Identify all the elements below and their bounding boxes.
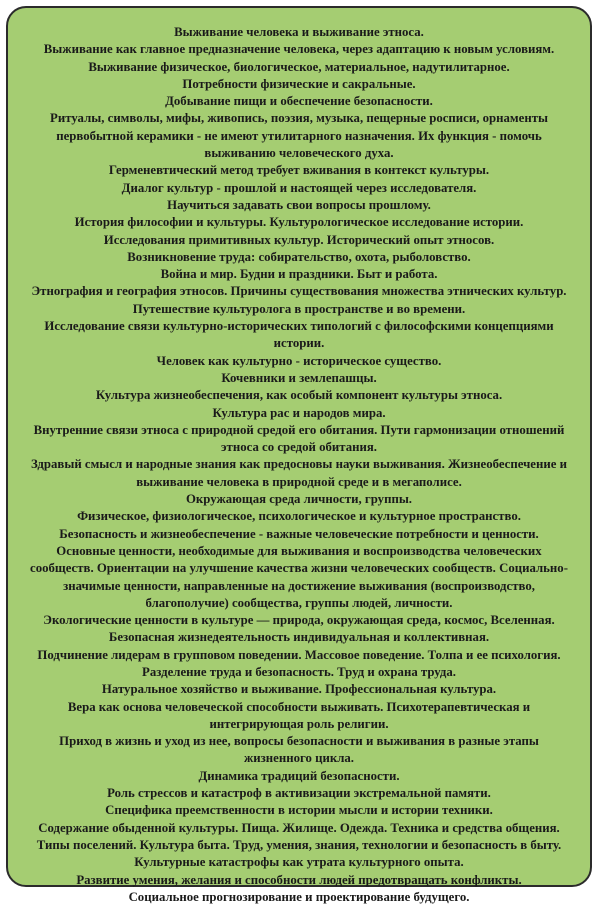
text-line: Развитие умения, желания и способности людей предотвращать конфликты.: [76, 872, 522, 887]
text-line: Выживание физическое, биологическое, материальное, надутилитарное.: [88, 59, 510, 74]
text-line: Социальное прогнозирование и проектирование будущего.: [128, 889, 470, 904]
text-line: Культура рас и народов мира.: [212, 405, 386, 420]
text-line: значимые ценности, направленные на достижение выживания (воспроизводство,: [63, 578, 535, 593]
text-line: Ритуалы, символы, мифы, живопись, поэзия, музыка, пещерные росписи, орнаменты: [50, 111, 548, 126]
text-line: первобытной керамики - не имеют утилитарного назначения. Их функция - помочь: [56, 128, 542, 143]
text-line: интегрирующая роль религии.: [209, 716, 389, 731]
text-line: выживание человека в природной среде и в мегаполисе.: [136, 474, 462, 489]
text-line: Герменевтический метод требует вживания в контекст культуры.: [108, 163, 490, 178]
text-line: Выживание человека и выживание этноса.: [174, 25, 424, 39]
text-panel: [6, 6, 592, 904]
text-line: Специфика преемственности в истории мысли и истории техники.: [105, 803, 493, 818]
text-line: Добывание пищи и обеспечение безопасности.: [165, 94, 433, 109]
text-line: Этнография и география этносов. Причины существования множества этнических культур.: [31, 284, 567, 299]
text-line: Потребности физические и сакральные.: [182, 76, 416, 91]
text-line: Содержание обыденной культуры. Пища. Жилище. Одежда. Техника и средства общения.: [38, 820, 560, 835]
text-line: сообществ. Ориентации на улучшение качества жизни человеческих сообществ. Социально-: [30, 561, 568, 576]
text-line: Безопасность и жизнеобеспечение - важные человеческие потребности и ценности.: [59, 526, 539, 541]
text-line: этноса со средой обитания.: [221, 440, 377, 455]
text-line: Выживание как главное предназначение человека, через адаптацию к новым условиям.: [43, 42, 555, 57]
text-line: Роль стрессов и катастроф в активизации экстремальной памяти.: [107, 786, 491, 801]
text-line: Научиться задавать свои вопросы прошлому.: [167, 197, 431, 212]
text-line: Вера как основа человеческой способности выживать. Психотерапевтическая и: [67, 699, 531, 714]
text-line: Возникновение труда: собирательство, охота, рыболовство.: [127, 249, 471, 264]
text-line: Здравый смысл и народные знания как предосновы науки выживания. Жизнеобеспечение и: [31, 457, 567, 472]
text-line: истории.: [273, 336, 325, 351]
text-line: Война и мир. Будни и праздники. Быт и работа.: [160, 267, 438, 282]
text-line: Диалог культур - прошлой и настоящей через исследователя.: [121, 180, 477, 195]
text-line: Путешествие культуролога в пространстве и во времени.: [132, 301, 466, 316]
text-line: Типы поселений. Культура быта. Труд, умения, знания, технологии и безопасность в быту.: [36, 837, 562, 852]
text-line: Физическое, физиологическое, психологическое и культурное пространство.: [77, 509, 521, 524]
text-line: Динамика традиций безопасности.: [198, 768, 400, 783]
text-line: Человек как культурно - историческое существо.: [156, 353, 442, 368]
text-line: История философии и культуры. Культурологическое исследование истории.: [74, 215, 524, 230]
text-line: Окружающая среда личности, группы.: [185, 492, 413, 507]
text-line: Экологические ценности в культуре — природа, окружающая среда, космос, Вселенная.: [43, 613, 555, 628]
text-line: Кочевники и землепашцы.: [221, 370, 377, 385]
text-line: Внутренние связи этноса с природной средой его обитания. Пути гармонизации отношений: [33, 422, 565, 437]
text-line: Основные ценности, необходимые для выживания и воспроизводства человеческих: [56, 543, 542, 558]
text-line: Культура жизнеобеспечения, как особый компонент культуры этноса.: [95, 388, 503, 403]
text-line: Безопасная жизнедеятельность индивидуальная и коллективная.: [108, 630, 490, 645]
text-line: Приход в жизнь и уход из нее, вопросы безопасности и выживания в разные этапы: [59, 734, 539, 749]
text-line: Исследования примитивных культур. Исторический опыт этносов.: [103, 232, 495, 247]
text-line: Подчинение лидерам в групповом поведении. Массовое поведение. Толпа и ее психология.: [37, 647, 561, 662]
text-line: Натуральное хозяйство и выживание. Профессиональная культура.: [101, 682, 497, 697]
text-line: Культурные катастрофы как утрата культурного опыта.: [134, 855, 464, 870]
text-line: Разделение труда и безопасность. Труд и охрана труда.: [142, 664, 456, 679]
text-line: жизненного цикла.: [244, 751, 354, 766]
text-line: выживанию человеческого духа.: [204, 146, 394, 161]
text-line: благополучие) сообщества, группы людей, личности.: [145, 595, 453, 610]
text-line: Исследование связи культурно-исторических типологий с философскими концепциями: [44, 319, 554, 334]
